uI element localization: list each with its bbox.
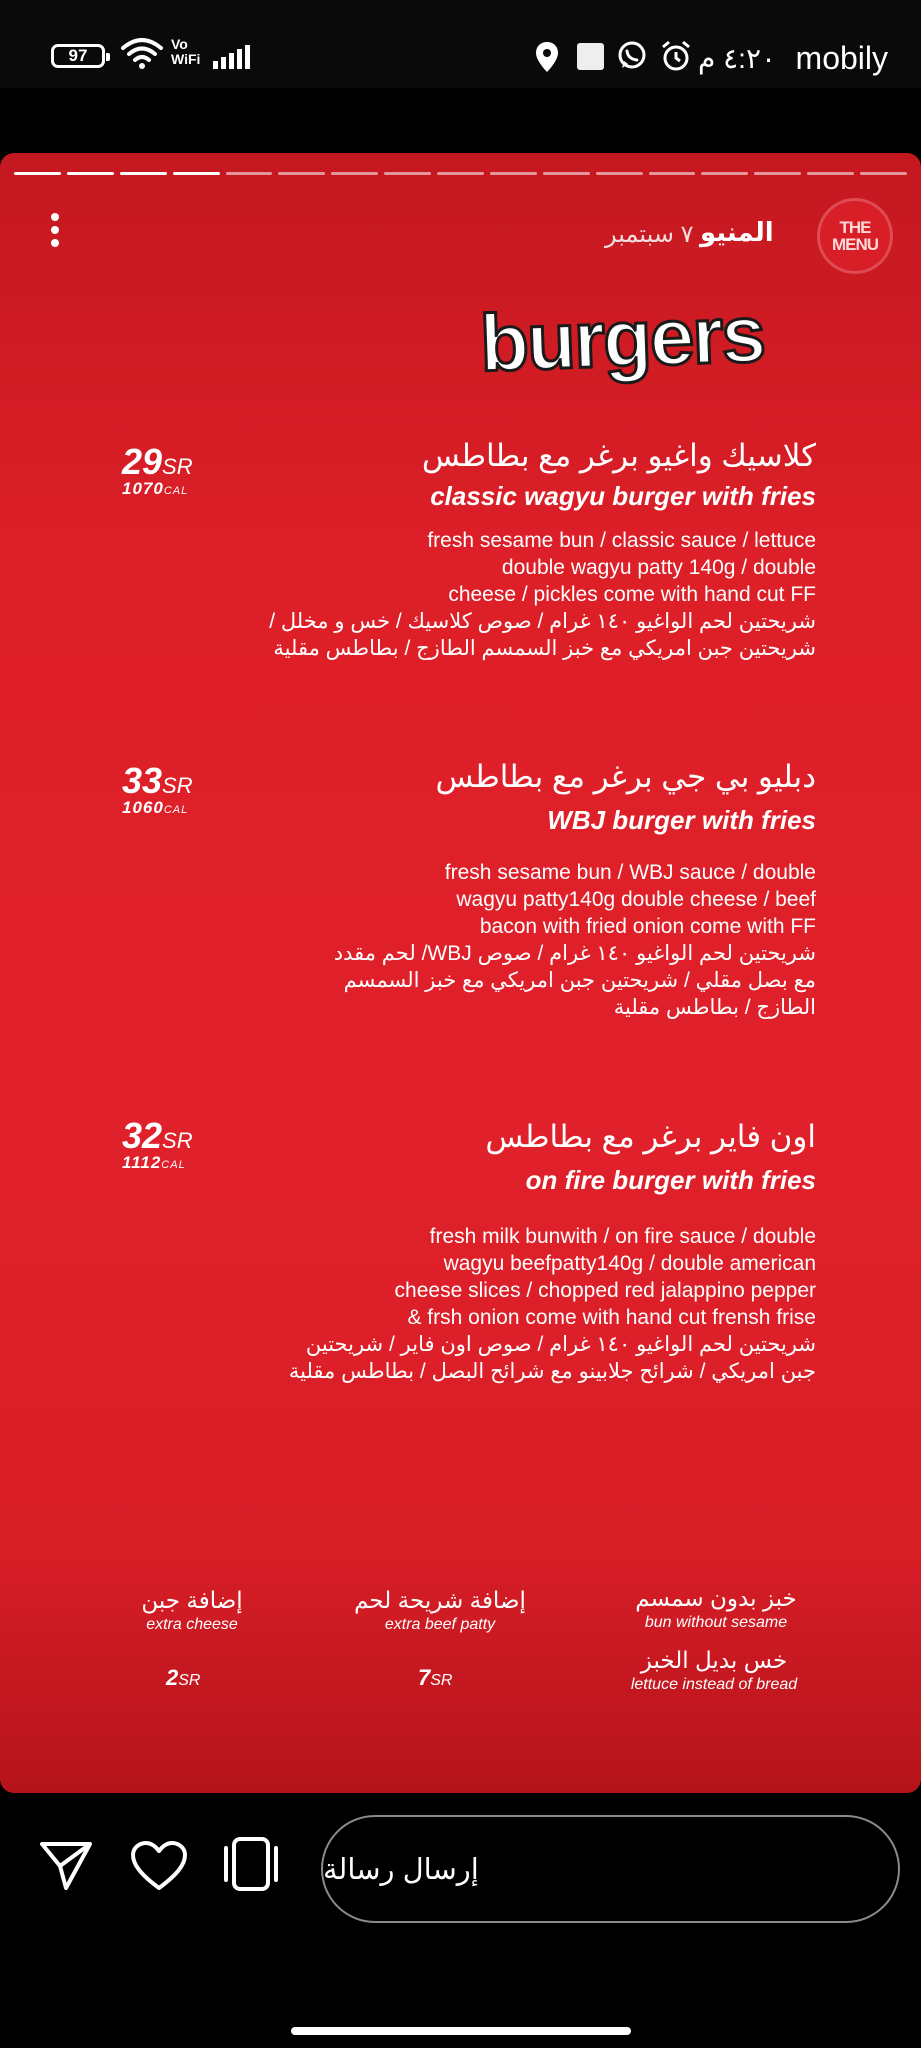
description-line: cheese slices / chopped red jalappino pepper <box>394 1279 816 1302</box>
progress-segment <box>14 172 61 175</box>
description-line: الطازج / بطاطس مقلية <box>613 996 816 1019</box>
story-date: ٧ سبتمبر <box>605 221 694 248</box>
vowifi-indicator <box>171 37 200 67</box>
location-icon <box>536 42 558 72</box>
progress-segment <box>807 172 854 175</box>
description-line: fresh milk bunwith / on fire sauce / double <box>429 1225 816 1248</box>
battery-level: 97 <box>68 46 88 65</box>
price-currency: SR <box>162 1128 193 1153</box>
extra-name-ar: خس بديل الخبز <box>640 1647 788 1673</box>
alarm-icon <box>660 40 692 72</box>
progress-segment <box>67 172 114 175</box>
more-options-icon[interactable] <box>50 213 60 253</box>
item-description <box>269 527 816 662</box>
extra-price-value: 2 <box>166 1665 179 1690</box>
extra-name-en: bun without sesame <box>644 1614 788 1631</box>
item-name-en: classic wagyu burger with fries <box>430 481 816 511</box>
progress-segment <box>701 172 748 175</box>
avatar[interactable] <box>817 198 893 274</box>
message-input-placeholder: إرسال رسالة <box>323 1853 479 1886</box>
home-indicator[interactable] <box>291 2027 631 2035</box>
calories-value: 1070 <box>122 479 164 498</box>
extra-name-en: lettuce instead of bread <box>630 1676 798 1693</box>
wifi-icon <box>121 38 163 70</box>
price-tag <box>122 1115 193 1173</box>
item-description <box>289 1223 816 1385</box>
item-name-ar: كلاسيك واغيو برغر مع بطاطس <box>421 438 816 473</box>
vowifi-line-2: WiFi <box>171 51 201 67</box>
progress-segment <box>278 172 325 175</box>
username[interactable]: المنيو <box>700 217 774 247</box>
description-line: شريحتين لحم الواغيو ١٤٠ غرام / صوص WBJ/ لحم مقدد <box>333 942 816 965</box>
description-line: شريحتين لحم الواغيو ١٤٠ غرام / صوص كلاسيك / خس و مخلل / <box>269 610 816 633</box>
extra-price <box>166 1665 200 1691</box>
heart-icon[interactable] <box>130 1840 188 1892</box>
progress-segment <box>543 172 590 175</box>
extra-price <box>418 1665 452 1691</box>
description-line: شريحتين جبن امريكي مع خبز السمسم الطازج / بطاطس مقلية <box>273 637 816 660</box>
clock: ٤:٢٠ م <box>698 43 777 74</box>
item-description <box>334 859 816 1021</box>
description-line: cheese / pickles come with hand cut FF <box>448 583 816 606</box>
calories-unit: CAL <box>163 485 189 497</box>
description-line: fresh sesame bun / classic sauce / lettuce <box>427 529 816 552</box>
price-value: 29 <box>122 441 163 482</box>
progress-segment <box>384 172 431 175</box>
extra-name-en: extra beef patty <box>384 1616 496 1633</box>
price-tag <box>122 760 193 818</box>
calories-unit: CAL <box>163 804 189 816</box>
item-name-ar: اون فاير برغر مع بطاطس <box>485 1119 816 1154</box>
progress-segment <box>754 172 801 175</box>
description-line: جبن امريكي / شرائح جلابينو مع شرائح البصل / بطاطس مقلية <box>288 1360 816 1383</box>
extra-name-en: extra cheese <box>146 1616 238 1633</box>
description-line: شريحتين لحم الواغيو ١٤٠ غرام / صوص اون فاير / شريحتين <box>305 1333 816 1356</box>
description-line: wagyu beefpatty140g / double american <box>443 1252 816 1275</box>
progress-segment <box>331 172 378 175</box>
progress-segment <box>437 172 484 175</box>
description-line: & frsh onion come with hand cut frensh frise <box>407 1306 816 1329</box>
battery-icon <box>51 44 105 68</box>
send-icon[interactable] <box>38 1840 94 1892</box>
description-line: wagyu patty140g double cheese / beef <box>456 888 816 911</box>
price-currency: SR <box>162 773 193 798</box>
progress-segment <box>596 172 643 175</box>
extra-price-currency: SR <box>178 1672 201 1689</box>
extra-cheese <box>112 1587 272 1690</box>
signal-icon <box>213 45 257 69</box>
item-name-ar: دبليو بي جي برغر مع بطاطس <box>435 759 816 794</box>
reshare-icon[interactable] <box>222 1836 280 1892</box>
price-currency: SR <box>162 454 193 479</box>
message-input[interactable] <box>321 1815 900 1923</box>
price-tag <box>122 441 193 499</box>
price-value: 33 <box>122 760 163 801</box>
extra-beef-patty <box>340 1587 540 1690</box>
extra-name-ar: خبز بدون سمسم <box>635 1585 797 1611</box>
progress-segment <box>649 172 696 175</box>
notification-icon <box>577 43 604 70</box>
extra-name-ar: إضافة جبن <box>141 1587 243 1613</box>
extra-name-ar: إضافة شريحة لحم <box>354 1587 526 1613</box>
progress-segment <box>860 172 907 175</box>
description-line: fresh sesame bun / WBJ sauce / double <box>444 861 816 884</box>
carrier-name: mobily <box>795 40 888 76</box>
item-name-en: WBJ burger with fries <box>547 805 816 835</box>
extra-price-value: 7 <box>418 1665 431 1690</box>
extra-bun-without-sesame <box>600 1585 832 1632</box>
progress-segment <box>226 172 273 175</box>
story-progress-bar <box>14 172 907 177</box>
story-card[interactable] <box>0 153 921 1793</box>
extra-lettuce-instead-of-bread <box>596 1647 832 1694</box>
calories-unit: CAL <box>161 1159 186 1171</box>
calories-value: 1060 <box>122 798 164 817</box>
status-bar <box>0 0 921 88</box>
progress-segment <box>173 172 220 175</box>
progress-segment <box>490 172 537 175</box>
avatar-text: THE MENU <box>831 218 879 254</box>
vowifi-line-1: Vo <box>171 36 188 52</box>
description-line: bacon with fried onion come with FF <box>479 915 816 938</box>
item-name-en: on fire burger with fries <box>525 1165 816 1195</box>
description-line: double wagyu patty 140g / double <box>501 556 816 579</box>
whatsapp-icon <box>617 41 647 71</box>
progress-segment <box>120 172 167 175</box>
section-title: burgers <box>478 289 766 388</box>
price-value: 32 <box>122 1115 163 1156</box>
reply-bar <box>0 1795 921 2048</box>
extra-price-currency: SR <box>430 1672 453 1689</box>
description-line: مع بصل مقلي / شريحتين جبن امريكي مع خبز السمسم <box>343 969 816 992</box>
calories-value: 1112 <box>122 1153 162 1172</box>
